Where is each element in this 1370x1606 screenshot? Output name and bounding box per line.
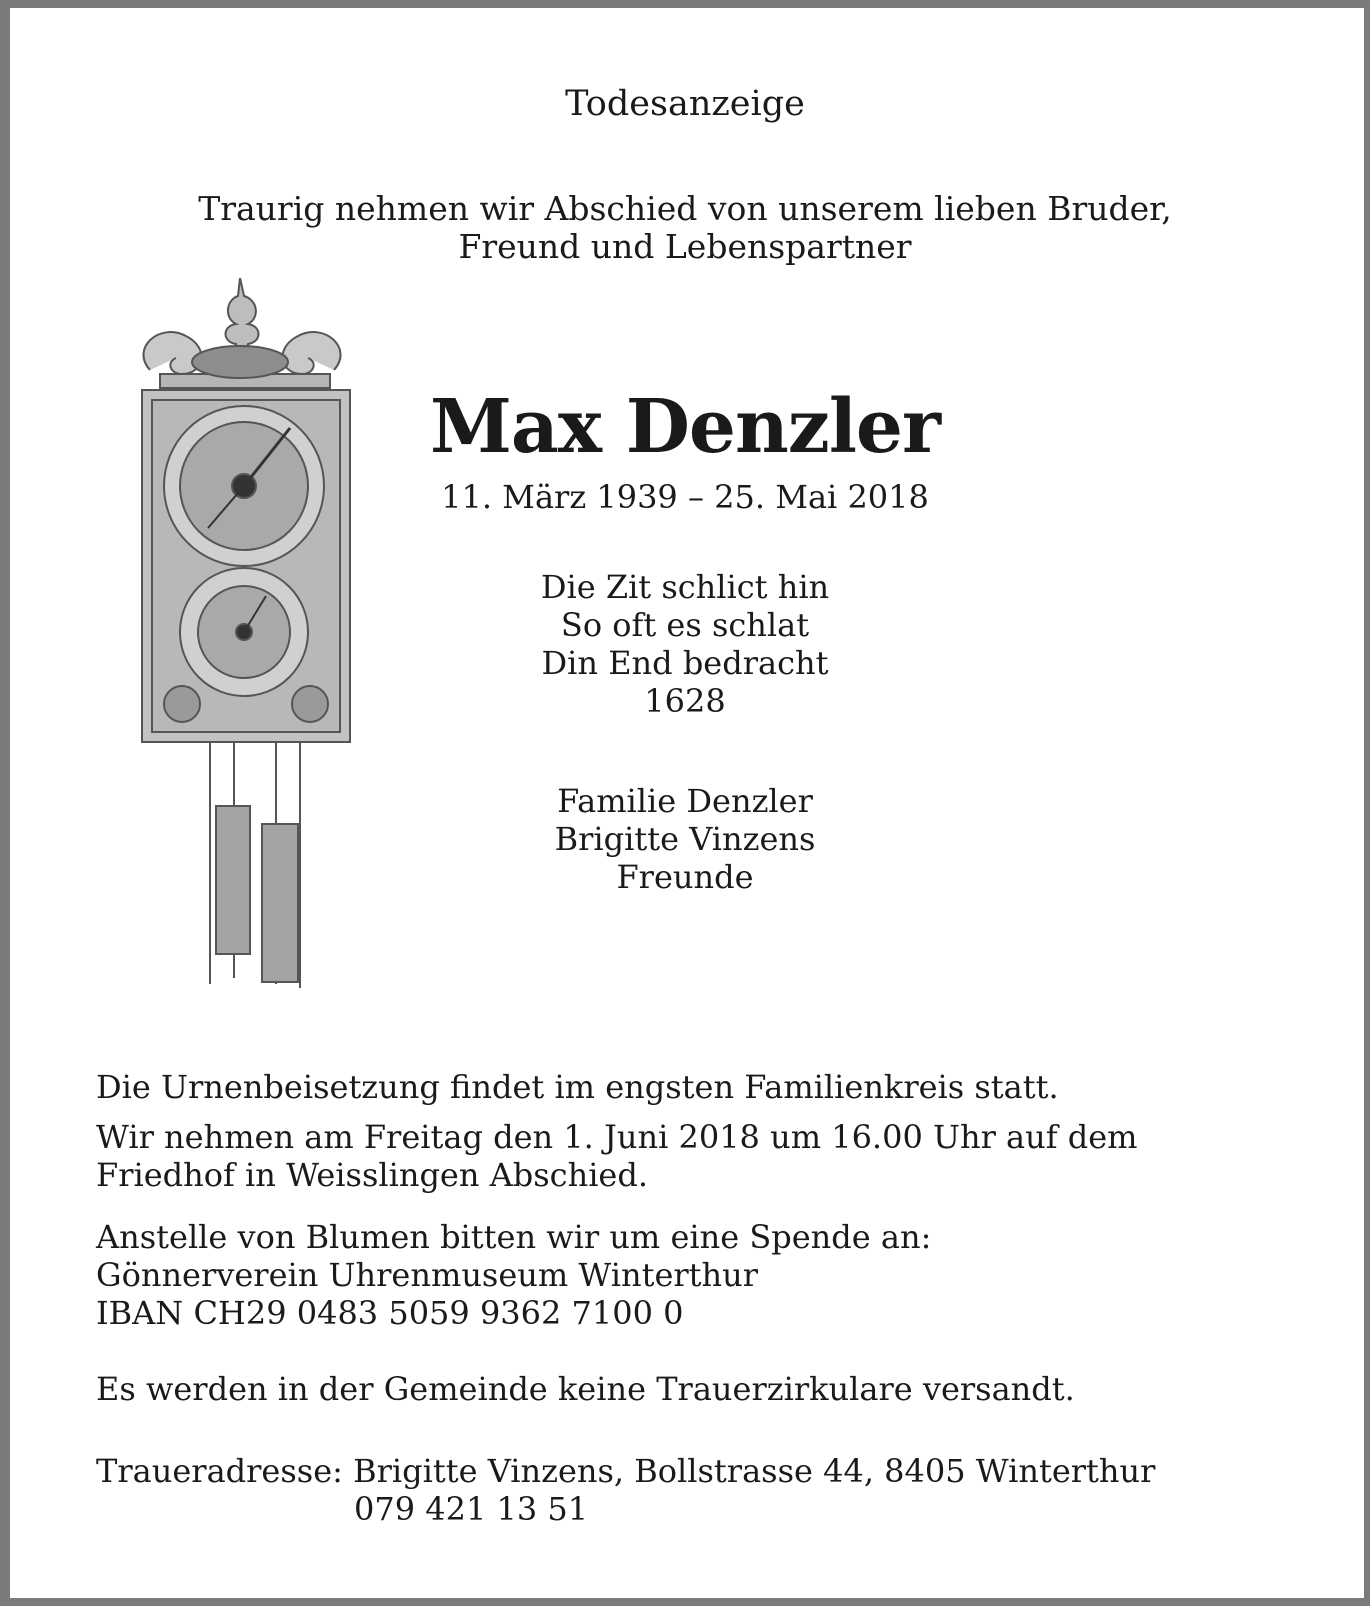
- mourning-address: Traueradresse: Brigitte Vinzens, Bollstrasse 44, 8405 Winterthur: [96, 1452, 1156, 1490]
- intro-text: [0, 190, 1370, 266]
- mourner: Familie Denzler: [557, 782, 813, 820]
- farewell-line: Friedhof in Weisslingen Abschied.: [96, 1156, 649, 1194]
- donation-paragraph: [96, 1218, 1326, 1332]
- notice-heading: Todesanzeige: [565, 84, 805, 124]
- intro-line: Freund und Lebenspartner: [458, 227, 912, 266]
- life-dates: 11. März 1939 – 25. Mai 2018: [441, 478, 929, 516]
- farewell-line: Wir nehmen am Freitag den 1. Juni 2018 um 16.00 Uhr auf dem: [96, 1118, 1138, 1156]
- verse-line: Din End bedracht: [541, 644, 829, 682]
- donation-line: Gönnerverein Uhrenmuseum Winterthur: [96, 1256, 759, 1294]
- mourner: Brigitte Vinzens: [554, 820, 816, 858]
- donation-line: Anstelle von Blumen bitten wir um eine Spende an:: [96, 1218, 932, 1256]
- verse-line: 1628: [644, 682, 726, 720]
- verse-line: Die Zit schlict hin: [540, 568, 830, 606]
- intro-line: Traurig nehmen wir Abschied von unserem lieben Bruder,: [198, 189, 1172, 228]
- circulars-paragraph: Es werden in der Gemeinde keine Trauerzirkulare versandt.: [96, 1370, 1075, 1408]
- phone-number: 079 421 13 51: [354, 1490, 589, 1528]
- burial-paragraph: Die Urnenbeisetzung findet im engsten Familienkreis statt.: [96, 1068, 1059, 1106]
- verse-line: So oft es schlat: [560, 606, 810, 644]
- wall-clock-illustration: [130, 278, 370, 1010]
- farewell-paragraph: [96, 1118, 1326, 1194]
- deceased-name: Max Denzler: [430, 384, 940, 470]
- iban-line: IBAN CH29 0483 5059 9362 7100 0: [96, 1294, 684, 1332]
- mourners: [390, 782, 980, 896]
- mourner: Freunde: [616, 858, 754, 896]
- verse: [390, 568, 980, 720]
